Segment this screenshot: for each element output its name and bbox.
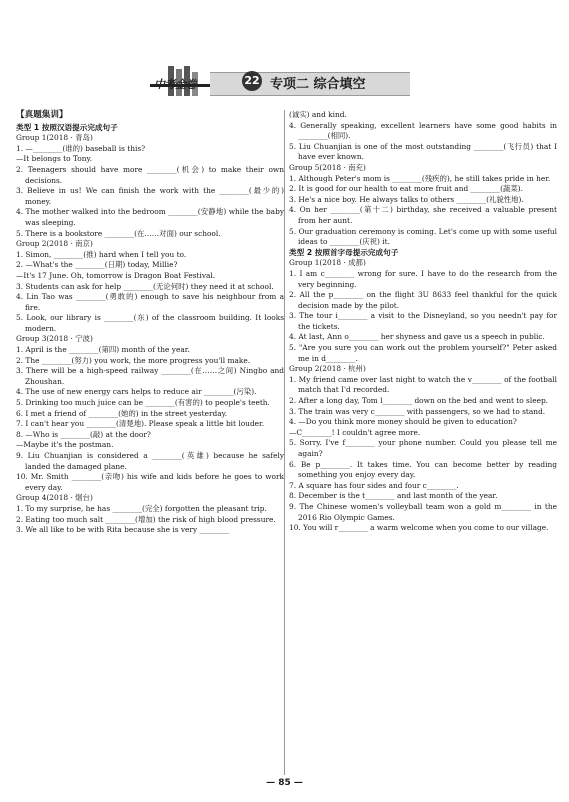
question-item: 2. —What's the ________(日期) today, Millie? [16,260,178,270]
question-item: 5. There is a bookstore ________(在……对面) our school. [16,228,221,238]
question-item: —It's 17 June. Oh, tomorrow is Dragon Boat Festival. [16,270,216,280]
question-item: 3. The tour i________ a visit to the Disneyland, so you needn't pay for the tickets. [289,311,557,331]
question-item: 1. —________(谁的) baseball is this? [16,143,146,153]
question-item: —C________! I couldn't agree more. [289,427,421,437]
group-heading: Group 5(2018 · 南充) [289,162,366,172]
question-item: 7. A square has four sides and four c________. [289,480,459,490]
column-divider [284,110,285,775]
question-item: 1. April is the ________(第四) month of the year. [16,345,190,355]
question-item: 10. Mr. Smith ________(亲吻) his wife and kids before he goes to work every day. [16,472,284,492]
question-item: 9. The Chinese women's volleyball team won a gold m________ in the 2016 Rio Olympic Games. [289,501,557,522]
question-item: 4. On her ________(第十二) birthday, she received a valuable present from her aunt. [289,205,557,225]
question-item: 4. Lin Tao was ________(勇敢的) enough to save his neighbour from a fire. [16,292,284,312]
group-heading: Group 1(2018 · 青岛) [16,133,93,143]
question-item: 5. Look, our library is ________(东) of the classroom building. It looks modern. [16,313,284,333]
group-heading: Group 2(2018 · 杭州) [289,364,366,374]
question-item: 1. My friend came over last night to watch the v________ of the football match that I'd recorded. [289,374,557,395]
question-item: 3. Students can ask for help ________(无论何时) they need it at school. [16,281,274,291]
question-item: 2. After a long day, Tom l________ down on the bed and went to sleep. [289,396,549,406]
question-item: (诚实) and kind. [289,110,347,119]
page-number: — 85 — [266,778,303,788]
question-item: 4. At last, Ann o________ her shyness and gave us a speech in public. [289,332,545,342]
question-item: 5. Liu Chuanjian is one of the most outstanding ________(飞行员) that I have ever known. [289,141,557,162]
question-item: 1. Simon, ________(推) hard when I tell you to. [16,249,187,259]
question-item: 9. Liu Chuanjian is considered a ________(英雄) because he safely landed the damaged plane. [16,451,284,471]
question-item: 4. Generally speaking, excellent learners have some good habits in ________(相同). [289,120,557,141]
group-heading: Group 4(2018 · 烟台) [16,493,93,503]
page-header [150,64,430,98]
section-number-badge: 22 [242,71,262,91]
question-item: 4. —Do you think more money should be given to education? [289,417,517,427]
question-item: 8. December is the t________ and last month of the year. [289,491,498,501]
question-item: 5. Sorry. I've f________ your phone number. Could you please tell me again? [289,438,557,458]
question-item: 1. I am c________ wrong for sure. I have to do the research from the very beginning. [289,268,557,289]
group-heading: Group 2(2018 · 南京) [16,239,93,249]
question-item: 10. You will r________ a warm welcome when you come to our village. [289,523,549,533]
group-heading: Group 3(2018 · 宁波) [16,334,93,344]
question-item: 3. We all like to be with Rita because she is very ________ [16,525,230,535]
question-item: 2. Eating too much salt ________(增加) the risk of high blood pressure. [16,514,276,524]
type-heading: 类型 2 按照首字母提示完成句子 [289,247,399,257]
question-item: 2. The ________(努力) you work, the more progress you'll make. [16,355,251,365]
question-item: 5. Our graduation ceremony is coming. Let's come up with some useful ideas to ________(庆祝) it. [289,226,557,247]
logo-text: 中考金卷 [154,78,196,91]
question-item: 6. I met a friend of ________(她的) in the street yesterday. [16,408,228,418]
page-title: 专项二 综合填空 [270,77,366,92]
question-item: 3. He's a nice boy. He always talks to others ________(礼貌性地). [289,194,524,204]
question-item: 2. It is good for our health to eat more fruit and ________(蔬菜). [289,184,523,194]
question-item: 3. There will be a high-speed railway ________(在……之间) Ningbo and Zhoushan. [16,366,284,386]
right-column [289,110,557,534]
question-item: 8. —Who is ________(敲) at the door? [16,429,151,439]
question-item: 1. To my surprise, he has ________(完全) forgotten the pleasant trip. [16,503,267,513]
question-item: 6. Be p________. It takes time. You can become better by reading something you enjoy every day. [289,459,557,480]
question-item: 2. All the p________ on the flight 3U 8633 feel thankful for the quick decision made by the pilot. [289,290,557,310]
question-item: 3. Believe in us! We can finish the work with the ________(最少的) money. [16,186,284,206]
question-item: 7. I can't hear you ________(清楚地). Please speak a little bit louder. [16,419,265,429]
question-item: 5. Drinking too much juice can be ________(有害的) to people's teeth. [16,398,270,408]
question-item: 4. The use of new energy cars helps to reduce air ________(污染). [16,387,257,397]
question-item: 4. The mother walked into the bedroom ________(安静地) while the baby was sleeping. [16,207,284,227]
question-item: 5. "Are you sure you can work out the problem yourself?" Peter asked me in d________. [289,343,557,363]
question-item: 2. Teenagers should have more ________(机会) to make their own decisions. [16,164,284,185]
left-column [16,110,284,536]
question-item: —Maybe it's the postman. [16,440,114,450]
question-item: 1. Although Peter's mom is ________(残疾的), he still takes pride in her. [289,173,551,183]
question-item: 3. The train was very c________ with passengers, so we had to stand. [289,406,546,416]
type-heading: 类型 1 按照汉语提示完成句子 [16,122,118,132]
section-heading: 【真题集训】 [16,110,68,120]
question-item: —It belongs to Tony. [16,154,93,164]
group-heading: Group 1(2018 · 成都) [289,258,366,268]
